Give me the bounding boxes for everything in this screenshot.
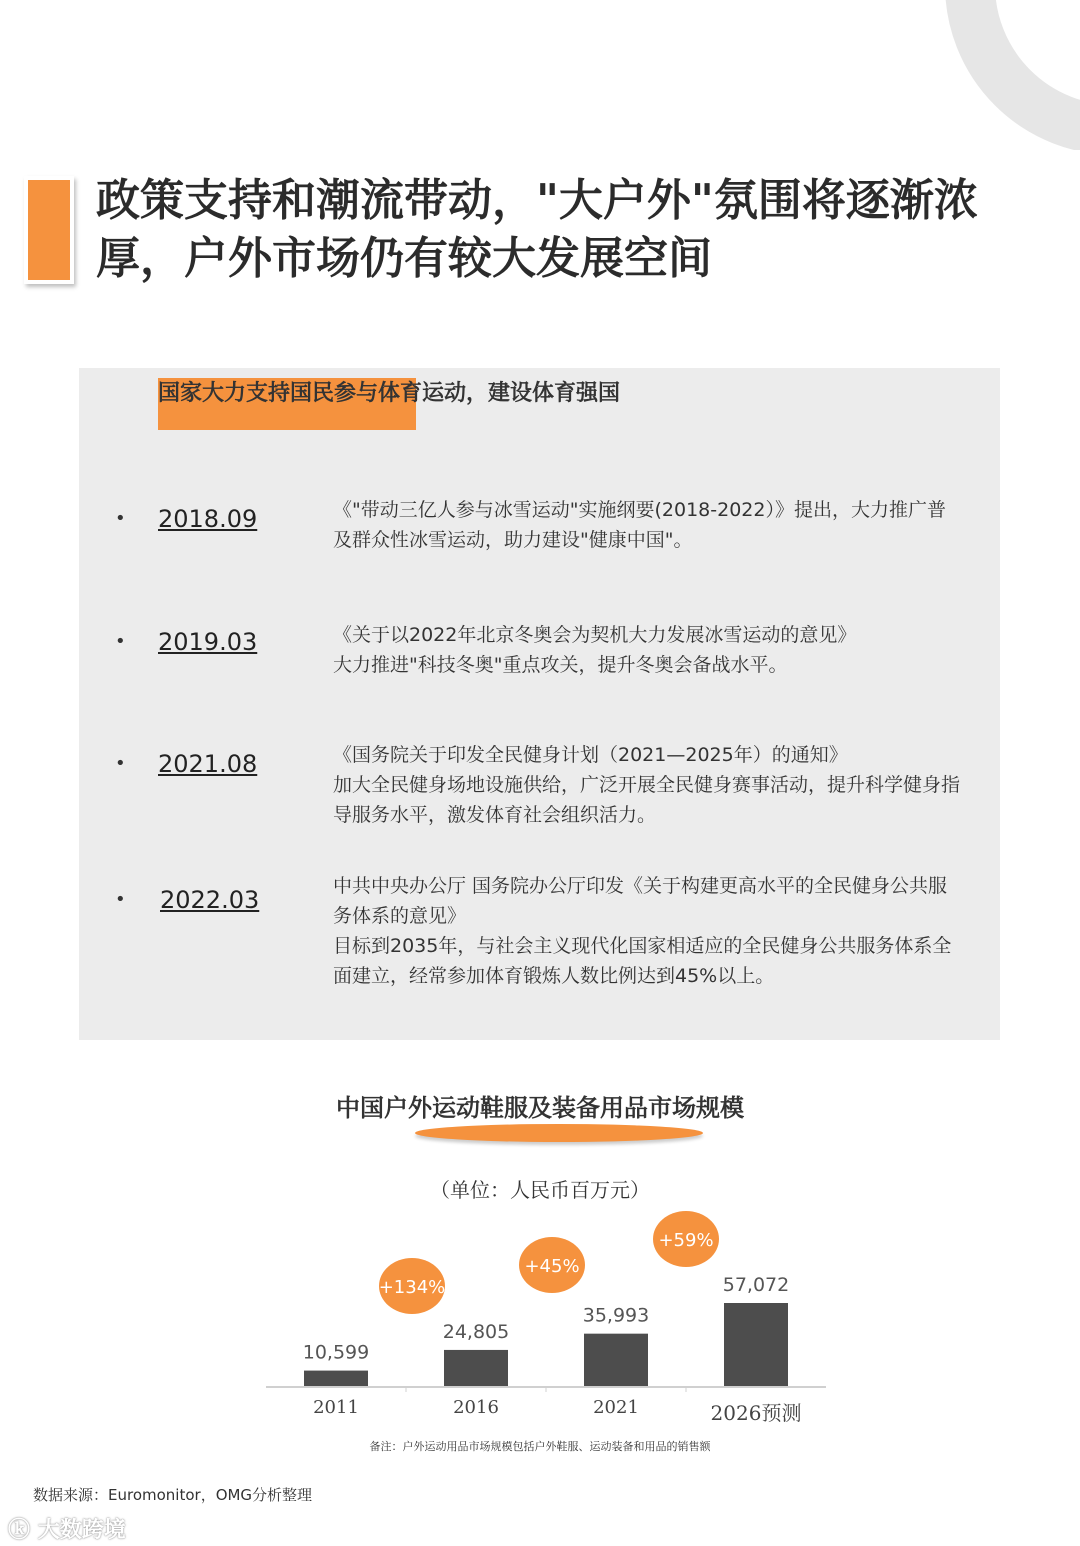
bar bbox=[724, 1303, 788, 1386]
bullet: • bbox=[115, 889, 126, 910]
bar bbox=[304, 1371, 368, 1386]
value-label: 10,599 bbox=[302, 1341, 370, 1364]
category-label: 2016 bbox=[453, 1397, 499, 1418]
policy-description: 《"带动三亿人参与冰雪运动"实施纲要(2018-2022）》提出，大力推广普及群众性冰雪运动，助力建设"健康中国"。 bbox=[333, 499, 946, 551]
page-title: 政策支持和潮流带动，"大户外"氛围将逐渐浓厚，户外市场仍有较大发展空间 bbox=[96, 175, 978, 284]
bullet: • bbox=[115, 753, 126, 774]
policy-description: 《关于以2022年北京冬奥会为契机大力发展冰雪运动的意见》 大力推进"科技冬奥"重点攻关，提升冬奥会备战水平。 bbox=[333, 624, 857, 676]
watermark-text: 大数跨境 bbox=[37, 1518, 126, 1543]
growth-label: +59% bbox=[658, 1230, 714, 1251]
watermark bbox=[8, 1513, 126, 1544]
policy-date: 2022.03 bbox=[160, 886, 260, 914]
chart-note: 备注：户外运动用品市场规模包括户外鞋服、运动装备和用品的销售额 bbox=[369, 1440, 711, 1453]
category-label: 2026预测 bbox=[710, 1401, 802, 1425]
watermark-logo-icon: ⓚ bbox=[8, 1518, 31, 1543]
chart-unit: （单位：人民币百万元） bbox=[430, 1178, 650, 1202]
chart-title: 中国户外运动鞋服及装备用品市场规模 bbox=[336, 1094, 744, 1122]
value-label: 24,805 bbox=[442, 1320, 510, 1343]
policy-date: 2019.03 bbox=[158, 628, 258, 656]
growth-label: +134% bbox=[378, 1277, 446, 1298]
policy-description: 中共中央办公厅 国务院办公厅印发《关于构建更高水平的全民健身公共服务体系的意见》 目标到2035年，与社会主义现代化国家相适应的全民健身公共服务体系全面建立，经常参加体育锻炼人数比例达到45%以上。 bbox=[333, 875, 952, 987]
value-label: 35,993 bbox=[582, 1304, 650, 1327]
bullet: • bbox=[115, 631, 126, 652]
bar bbox=[444, 1350, 508, 1386]
bar bbox=[584, 1334, 648, 1386]
policy-date: 2021.08 bbox=[158, 750, 258, 778]
policy-description: 《国务院关于印发全民健身计划（2021—2025年）的通知》 加大全民健身场地设施供给，广泛开展全民健身赛事活动，提升科学健身指导服务水平，激发体育社会组织活力。 bbox=[333, 744, 961, 826]
category-label: 2021 bbox=[593, 1397, 639, 1418]
value-label: 57,072 bbox=[722, 1274, 790, 1296]
panel-title: 国家大力支持国民参与体育运动，建设体育强国 bbox=[158, 381, 621, 406]
bullet: • bbox=[115, 508, 126, 529]
policy-date: 2018.09 bbox=[158, 505, 258, 533]
data-source: 数据来源：Euromonitor，OMG分析整理 bbox=[33, 1486, 313, 1504]
growth-label: +45% bbox=[524, 1256, 580, 1277]
category-label: 2011 bbox=[313, 1397, 359, 1418]
